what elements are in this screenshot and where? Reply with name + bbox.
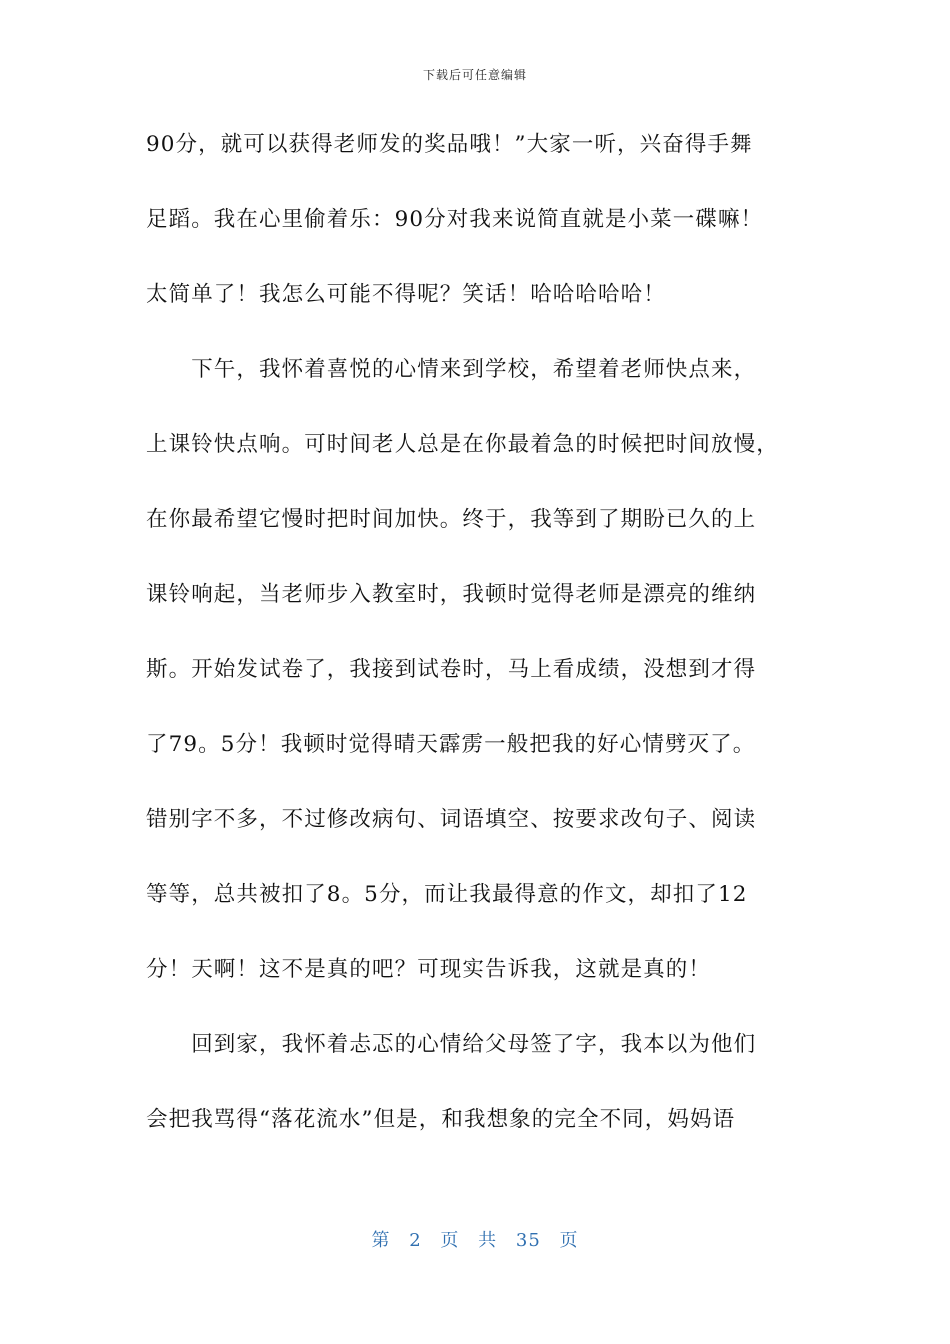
text-line: 斯。开始发试卷了，我接到试卷时，马上看成绩，没想到才得 bbox=[146, 657, 757, 682]
page-number: 2 bbox=[409, 1230, 422, 1251]
text-line: 上课铃快点响。可时间老人总是在你最着急的时候把时间放慢， bbox=[146, 432, 779, 457]
total-label-prefix: 共 bbox=[478, 1230, 498, 1251]
text-line: 分！天啊！这不是真的吧？可现实告诉我，这就是真的！ bbox=[146, 957, 712, 982]
page-header: 下载后可任意编辑 bbox=[422, 68, 527, 82]
text-line: 90分，就可以获得老师发的奖品哦！”大家一听，兴奋得手舞 bbox=[146, 132, 753, 157]
text-line: 了79。5分！我顿时觉得晴天霹雳一般把我的好心情劈灭了。 bbox=[146, 732, 756, 757]
page-label-mid: 页 bbox=[440, 1230, 460, 1251]
text-line: 会把我骂得“落花流水”但是，和我想象的完全不同，妈妈语 bbox=[146, 1107, 736, 1132]
body-text bbox=[146, 122, 806, 1172]
text-line: 错别字不多，不过修改病句、词语填空、按要求改句子、阅读 bbox=[146, 807, 757, 832]
text-line: 足蹈。我在心里偷着乐：90分对我来说简直就是小菜一碟嘛！ bbox=[146, 207, 764, 232]
page-footer bbox=[0, 1226, 950, 1252]
text-line: 在你最希望它慢时把时间加快。终于，我等到了期盼已久的上 bbox=[146, 507, 757, 532]
page-label-prefix: 第 bbox=[371, 1230, 391, 1251]
total-pages: 35 bbox=[515, 1230, 541, 1251]
text-line: 太简单了！我怎么可能不得呢？笑话！哈哈哈哈哈！ bbox=[146, 282, 666, 307]
total-label-suffix: 页 bbox=[559, 1230, 579, 1251]
text-line: 回到家，我怀着忐忑的心情给父母签了字，我本以为他们 bbox=[146, 1032, 757, 1057]
text-line: 下午，我怀着喜悦的心情来到学校，希望着老师快点来， bbox=[146, 357, 757, 382]
text-line: 等等，总共被扣了8。5分，而让我最得意的作文，却扣了12 bbox=[146, 882, 748, 907]
text-line: 课铃响起，当老师步入教室时，我顿时觉得老师是漂亮的维纳 bbox=[146, 582, 757, 607]
